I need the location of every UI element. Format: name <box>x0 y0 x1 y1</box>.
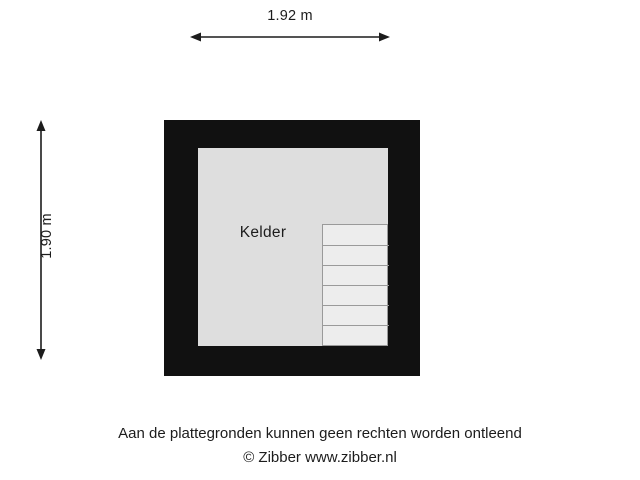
footer-copyright: © Zibber www.zibber.nl <box>243 449 397 466</box>
room-label-kelder: Kelder <box>239 224 287 241</box>
staircase <box>322 224 388 346</box>
stair-tread <box>323 325 389 326</box>
top-dimension <box>190 8 390 44</box>
floorplan-diagram <box>164 120 420 376</box>
stair-tread <box>323 245 389 246</box>
footer-disclaimer: Aan de plattegronden kunnen geen rechten worden ontleend <box>118 425 522 442</box>
stair-tread <box>323 285 389 286</box>
stair-tread <box>323 305 389 306</box>
top-dimension-label: 1.92 m <box>267 8 313 24</box>
stair-tread <box>323 265 389 266</box>
left-dimension <box>20 120 70 360</box>
horizontal-arrow-icon <box>190 30 390 44</box>
left-dimension-label: 1.90 m <box>39 213 55 259</box>
top-dimension-arrow-line <box>190 30 390 44</box>
footer <box>0 425 640 466</box>
